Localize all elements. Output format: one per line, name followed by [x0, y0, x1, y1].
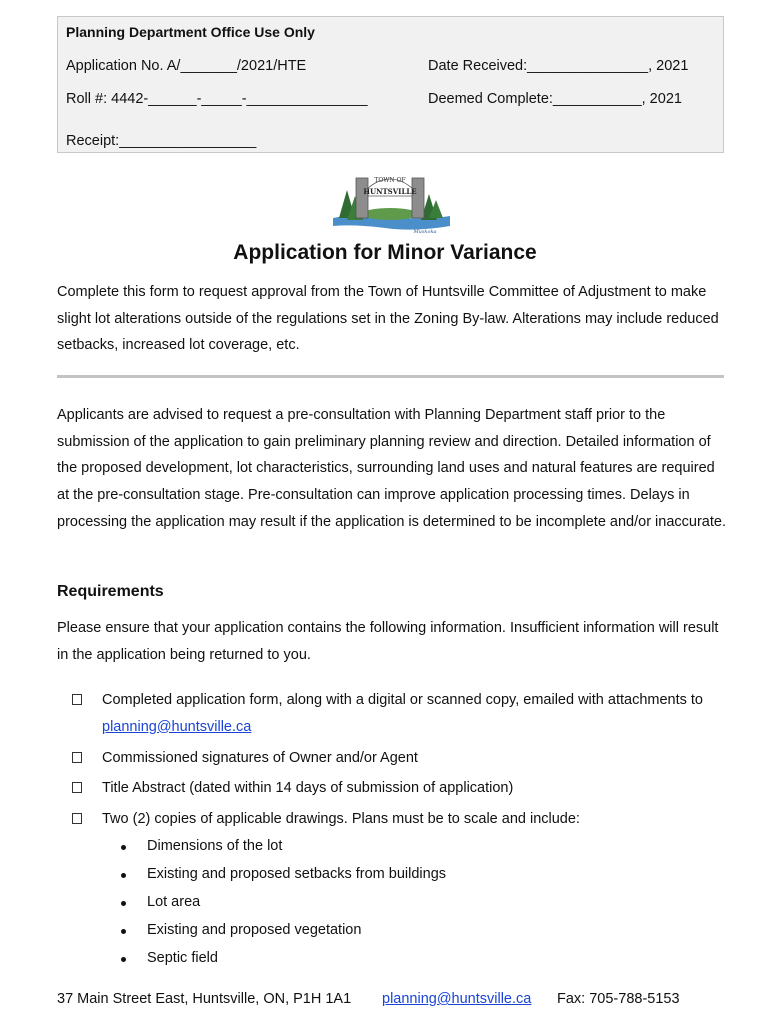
requirements-heading: Requirements — [57, 583, 164, 600]
checkbox[interactable] — [72, 813, 82, 824]
footer-fax: Fax: 705-788-5153 — [557, 991, 680, 1007]
application-no-field: Application No. A/_______/2021/HTE — [66, 58, 307, 74]
huntsville-logo — [325, 166, 455, 236]
pre-consultation-paragraph: Applicants are advised to request a pre-consultation with Planning Department staff prior to the submission of the application to gain preliminary planning review and direction. Detailed information of the proposed development, lot characteristics, surrounding land uses and natural features are required at the pre-consultation stage. Pre-consultation can improve application processing times. Delays in processing the application may result if the application is determined to be incomplete and/or inaccurate. — [57, 407, 726, 530]
footer-address: 37 Main Street East, Huntsville, ON, P1H 1A1 — [57, 991, 352, 1007]
receipt-field: Receipt:_________________ — [66, 133, 257, 149]
date-received-field: Date Received:_______________, 2021 — [428, 58, 689, 74]
svg-text:Muskoka: Muskoka — [413, 229, 437, 235]
roll-number-field: Roll #: 4442-______-_____-_______________ — [66, 91, 368, 107]
checkbox[interactable] — [72, 782, 82, 793]
deemed-complete-field: Deemed Complete:___________, 2021 — [428, 91, 682, 107]
intro-paragraph: Complete this form to request approval from the Town of Huntsville Committee of Adjustment to make slight lot alterations outside of the regulations set in the Zoning By-law. Alterations may include reduced setbacks, increased lot coverage, etc. — [57, 284, 719, 354]
checklist-item-text: Title Abstract (dated within 14 days of submission of application) — [102, 780, 514, 796]
checklist-item-text: Commissioned signatures of Owner and/or Agent — [102, 750, 418, 766]
checkbox[interactable] — [72, 752, 82, 763]
office-box-title: Planning Department Office Use Only — [66, 24, 315, 40]
footer-email-link[interactable]: planning@huntsville.ca — [382, 991, 532, 1007]
requirements-intro: Please ensure that your application contains the following information. Insufficient information will result in the application being returned to you. — [57, 620, 719, 663]
section-divider — [57, 375, 724, 378]
svg-text:TOWN OF: TOWN OF — [374, 177, 406, 184]
checkbox[interactable] — [72, 694, 82, 705]
email-link[interactable]: planning@huntsville.ca — [102, 718, 252, 735]
checklist-item-text: Two (2) copies of applicable drawings. Plans must be to scale and include: — [102, 811, 580, 827]
checklist-item-text: Completed application form, along with a digital or scanned copy, emailed with attachments to — [102, 692, 703, 708]
svg-text:HUNTSVILLE: HUNTSVILLE — [363, 187, 417, 196]
page-title: Application for Minor Variance — [233, 241, 537, 264]
